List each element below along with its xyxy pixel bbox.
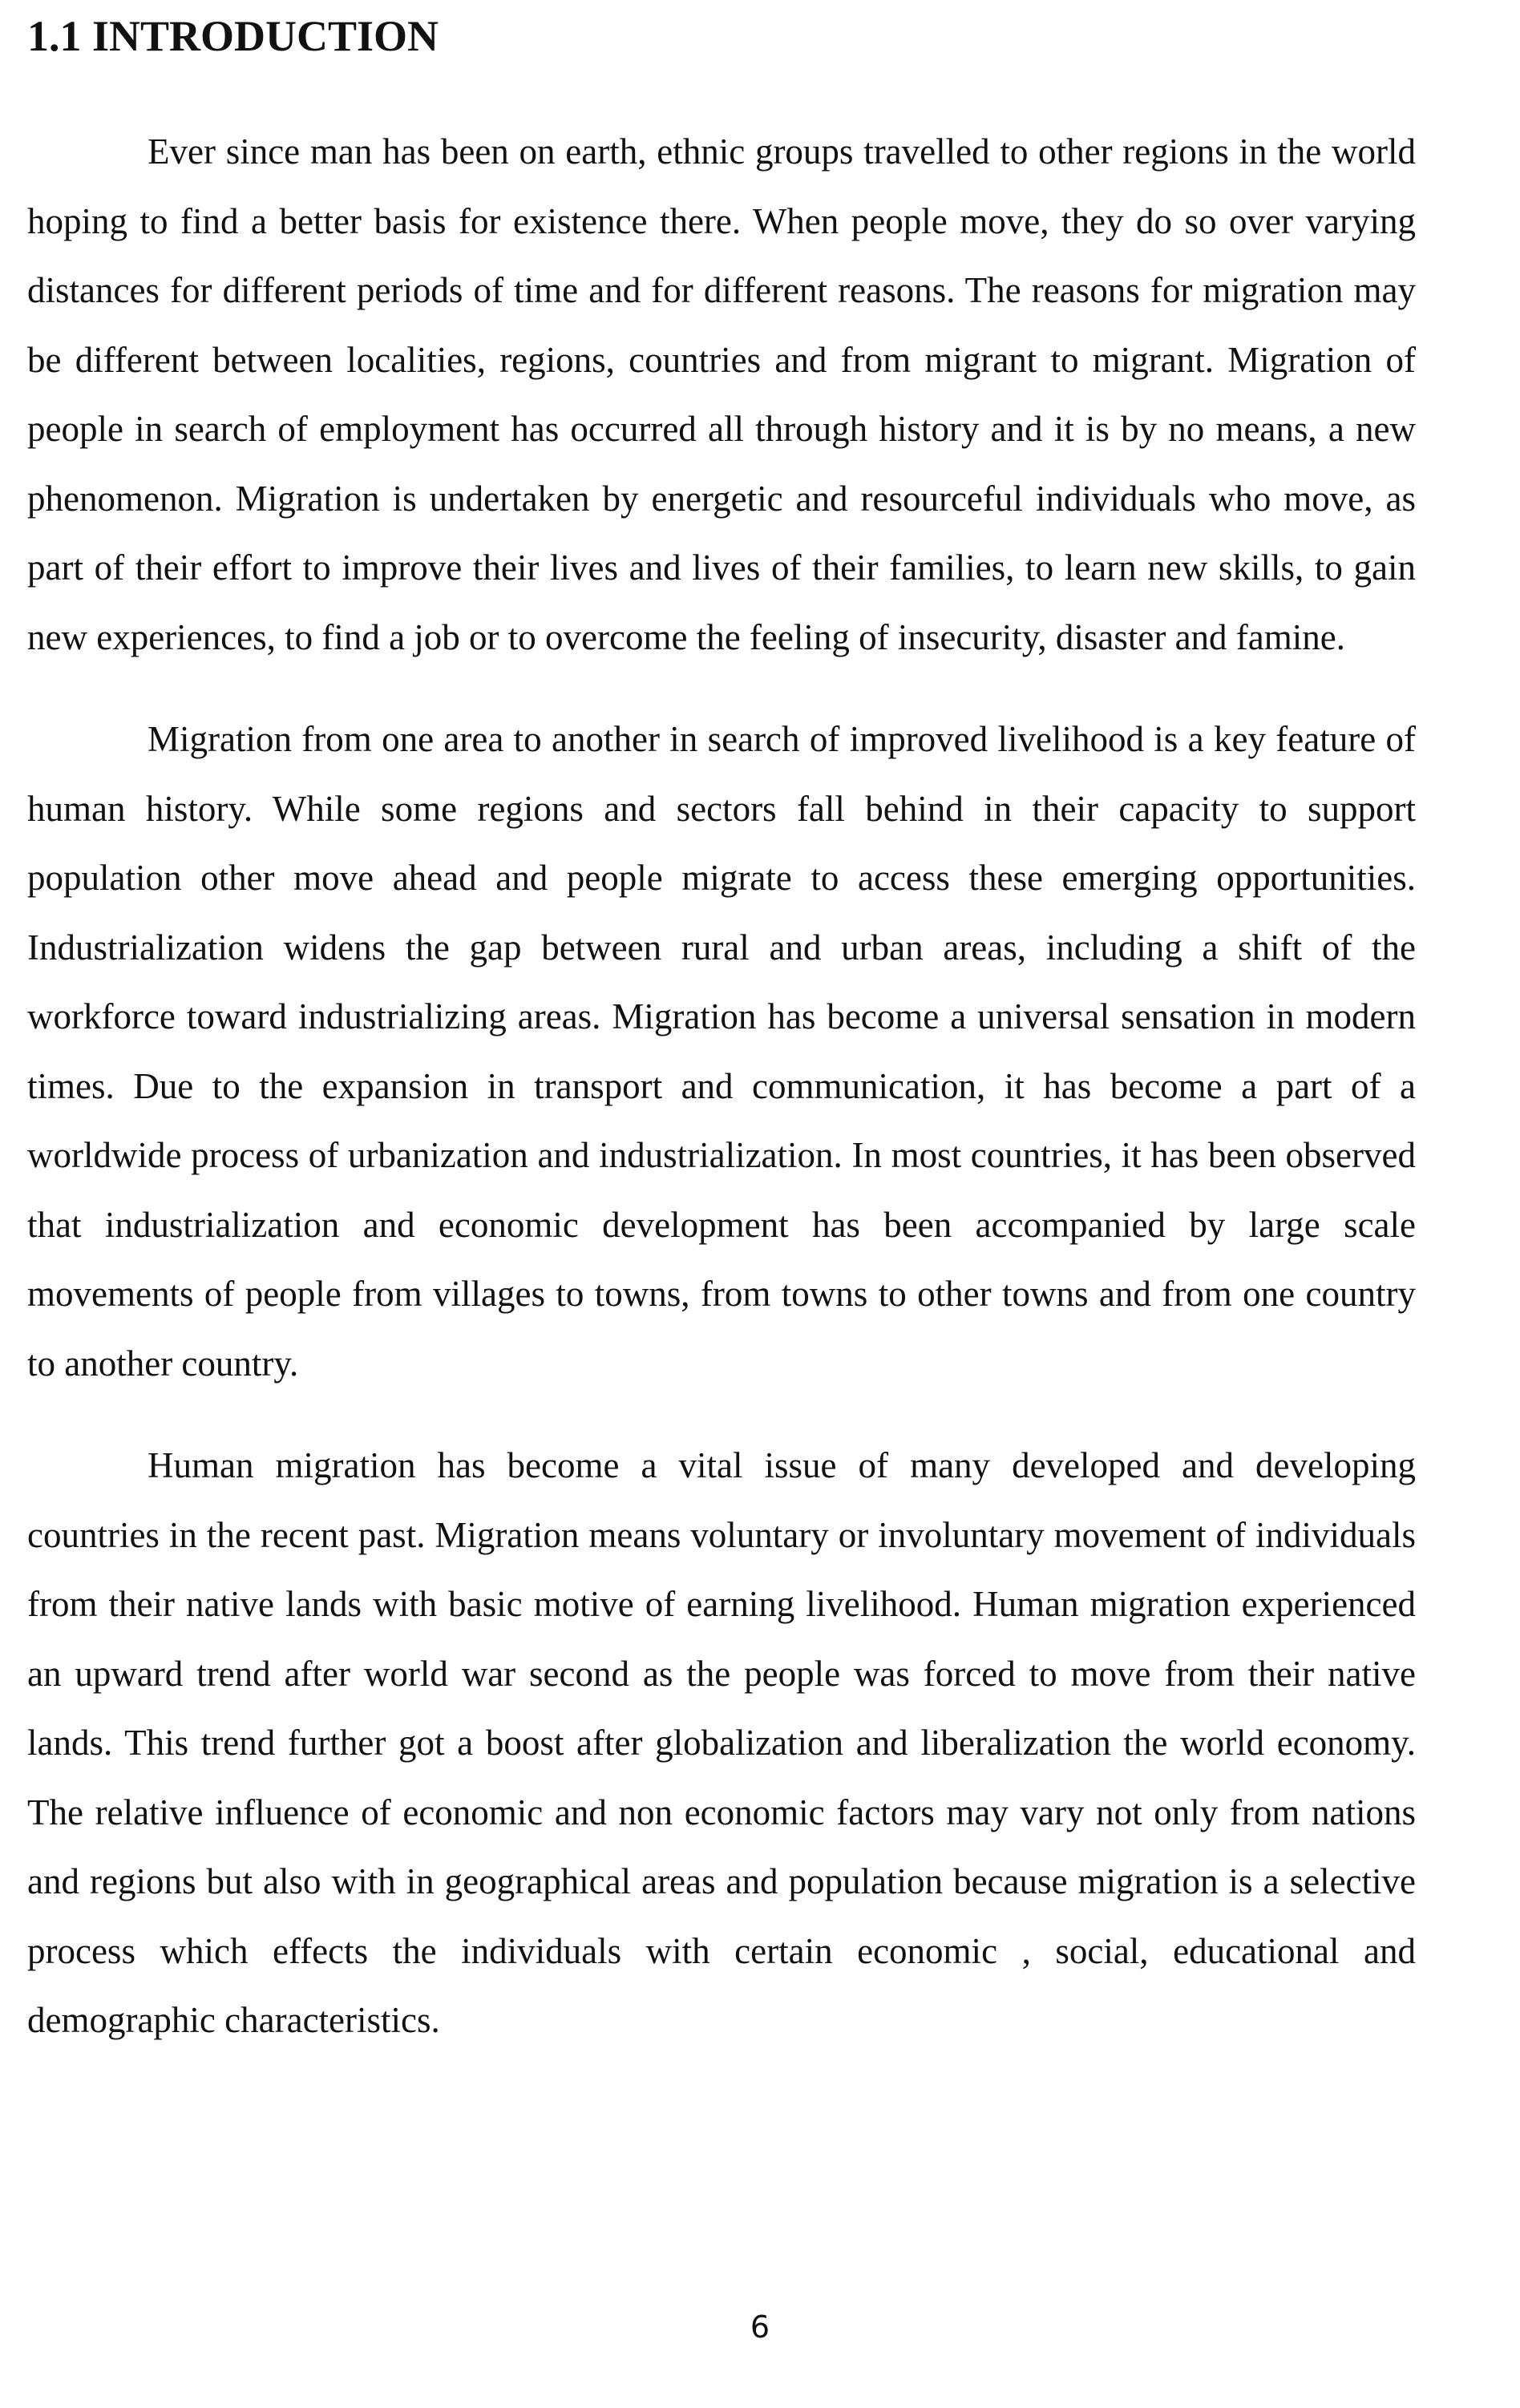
page-number: 6	[750, 2309, 770, 2345]
paragraph-1: Ever since man has been on earth, ethnic groups travelled to other regions in the world hoping to find a better basis for existence there. When people move, they do so over varying distances for different periods of time and for different reasons. The reasons for migration may be different between localities, regions, countries and from migrant to migrant. Migration of people in search of employment has occurred all through history and it is by no means, a new phenomenon. Migration is undertaken by energetic and resourceful individuals who move, as part of their effort to improve their lives and lives of their families, to learn new skills, to gain new experiences, to find a job or to overcome the feeling of insecurity, disaster and famine.	[27, 131, 1416, 657]
paragraph-3: Human migration has become a vital issue of many developed and developing countries in the recent past. Migration means voluntary or involuntary movement of individuals from their native lands with basic motive of earning livelihood. Human migration experienced an upward trend after world war second as the people was forced to move from their native lands. This trend further got a boost after globalization and liberalization the world economy. The relative influence of economic and non economic factors may vary not only from nations and regions but also with in geographical areas and population because migration is a selective process which effects the individuals with certain economic , social, educational and demographic characteristics.	[27, 1445, 1416, 2040]
section-heading: 1.1 INTRODUCTION	[27, 12, 439, 60]
document-page	[27, 0, 1416, 2055]
paragraph-2: Migration from one area to another in search of improved livelihood is a key feature of human history. While some regions and sectors fall behind in their capacity to support population other move ahead and people migrate to access these emerging opportunities. Industrialization widens the gap between rural and urban areas, including a shift of the workforce toward industrializing areas. Migration has become a universal sensation in modern times. Due to the expansion in transport and communication, it has become a part of a worldwide process of urbanization and industrialization. In most countries, it has been observed that industrialization and economic development has been accompanied by large scale movements of people from villages to towns, from towns to other towns and from one country to another country.	[27, 719, 1416, 1384]
